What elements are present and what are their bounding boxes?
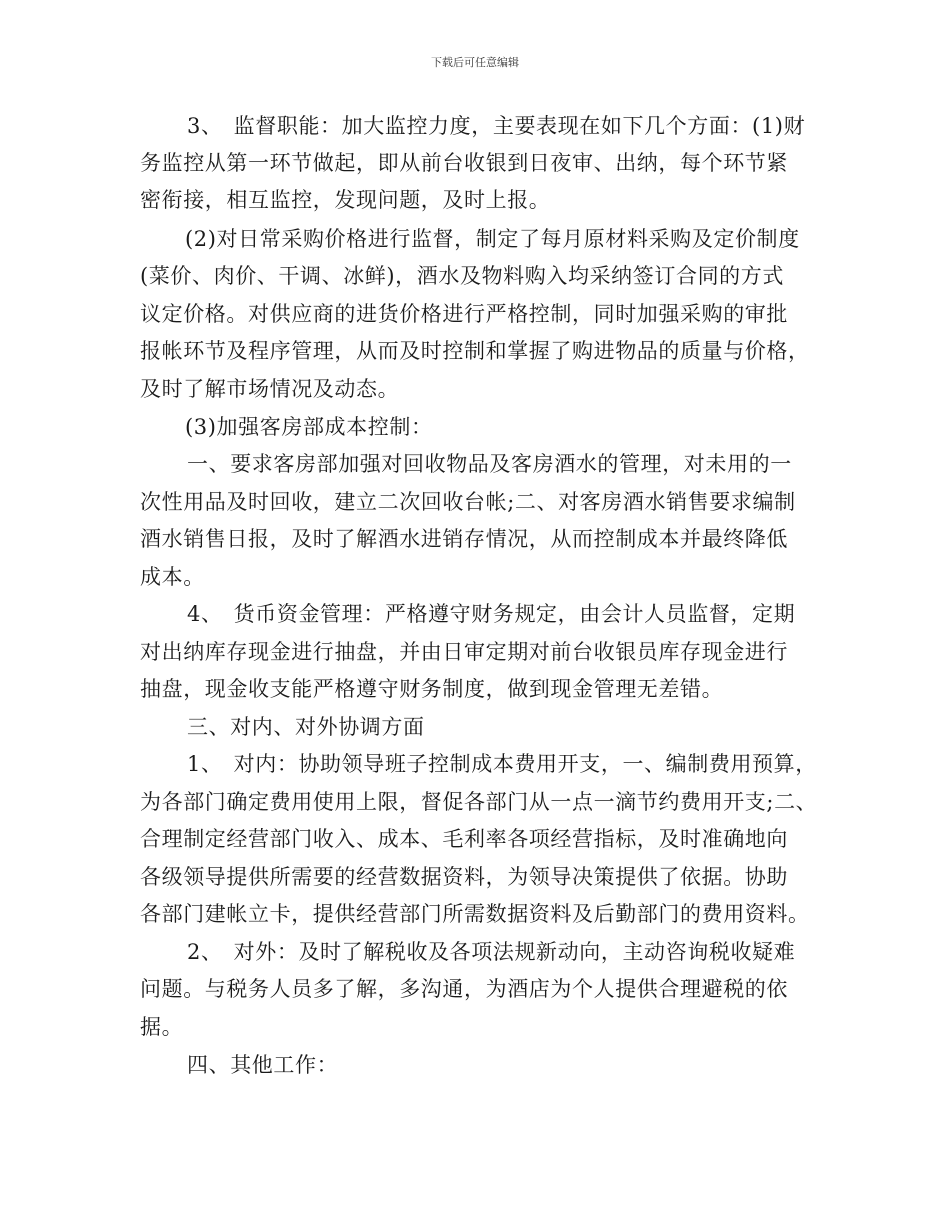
section-heading: 三、对内、对外协调方面	[187, 715, 425, 739]
paragraph-line: 酒水销售日报，及时了解酒水进销存情况，从而控制成本并最终降低	[140, 527, 788, 551]
paragraph-line: 问题。与税务人员多了解，多沟通，为酒店为个人提供合理避税的依	[140, 977, 788, 1001]
paragraph-line: 3、 监督职能：加大监控力度，主要表现在如下几个方面：(1)财	[187, 114, 806, 138]
paragraph-line: 对出纳库存现金进行抽盘，并由日审定期对前台收银员库存现金进行	[140, 640, 788, 664]
paragraph-line: 成本。	[140, 565, 205, 589]
paragraph-line: 各部门建帐立卡，提供经营部门所需数据资料及后勤部门的费用资料。	[140, 902, 810, 926]
paragraph-line: (3)加强客房部成本控制：	[185, 415, 433, 439]
paragraph-line: 一、要求客房部加强对回收物品及客房酒水的管理，对未用的一	[187, 452, 792, 476]
paragraph-line: 密衔接，相互监控，发现问题，及时上报。	[140, 188, 551, 212]
paragraph-line: 报帐环节及程序管理，从而及时控制和掌握了购进物品的质量与价格，	[140, 339, 810, 363]
paragraph-line: (菜价、肉价、干调、冰鲜)，酒水及物料购入均采纳签订合同的方式	[140, 264, 784, 288]
paragraph-line: (2)对日常采购价格进行监督，制定了每月原材料采购及定价制度	[185, 227, 800, 251]
paragraph-line: 为各部门确定费用使用上限，督促各部门从一点一滴节约费用开支;二、	[140, 790, 818, 814]
paragraph-line: 合理制定经营部门收入、成本、毛利率各项经营指标，及时准确地向	[140, 827, 788, 851]
paragraph-line: 务监控从第一环节做起，即从前台收银到日夜审、出纳，每个环节紧	[140, 151, 788, 175]
section-heading: 四、其他工作：	[187, 1053, 339, 1077]
paragraph-line: 4、 货币资金管理：严格遵守财务规定，由会计人员监督，定期	[187, 602, 796, 626]
page-header: 下载后可任意编辑	[431, 56, 519, 69]
paragraph-line: 抽盘，现金收支能严格遵守财务制度，做到现金管理无差错。	[140, 677, 724, 701]
paragraph-line: 据。	[140, 1015, 184, 1039]
paragraph-line: 1、 对内：协助领导班子控制成本费用开支，一、编制费用预算，	[187, 752, 817, 776]
paragraph-line: 及时了解市场情况及动态。	[140, 377, 400, 401]
paragraph-line: 2、 对外：及时了解税收及各项法规新动向，主动咨询税收疑难	[187, 940, 796, 964]
paragraph-line: 议定价格。对供应商的进货价格进行严格控制，同时加强采购的审批	[140, 302, 788, 326]
paragraph-line: 次性用品及时回收，建立二次回收台帐;二、对客房酒水销售要求编制	[140, 490, 796, 514]
paragraph-line: 各级领导提供所需要的经营数据资料，为领导决策提供了依据。协助	[140, 865, 788, 889]
